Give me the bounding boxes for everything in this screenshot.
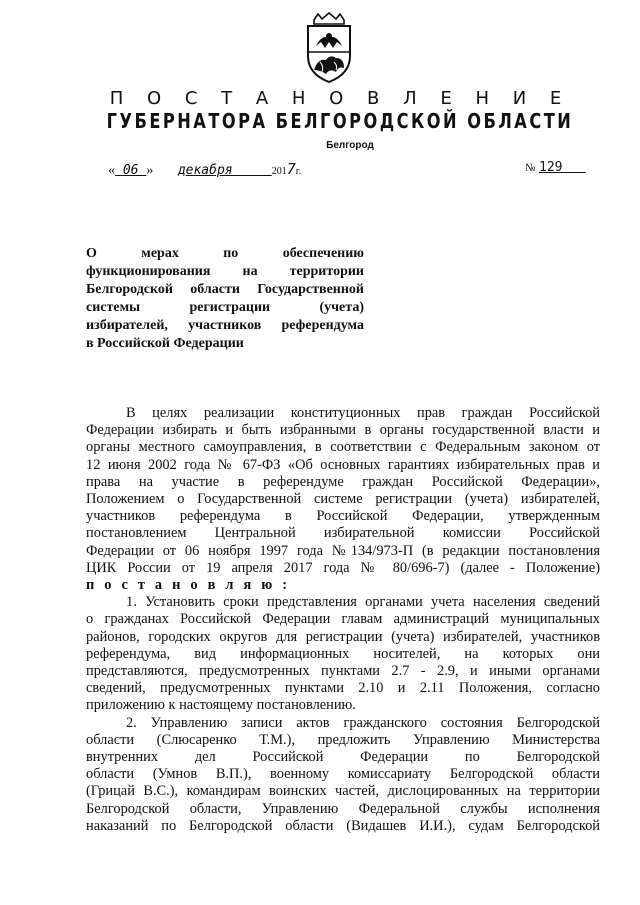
body-line: 2. Управлению записи актов гражданского состояния Белгородской	[126, 714, 600, 731]
date-year-prefix: 201	[271, 166, 287, 177]
body-line: Белгородской области, Управлению Федеральной службы исполнения	[86, 800, 600, 817]
body-line: (Грицай В.С.), командирам воинских частей, дислоцированных на территории	[86, 783, 600, 800]
body-line: референдума, вид информационных носителей, на которых они	[86, 645, 600, 662]
body-line: области (Умнов В.П.), военному комиссариату Белгородской области	[86, 766, 600, 783]
document-body	[86, 405, 600, 835]
body-line: органы местного самоуправления, в соответствии с Федеральным законом от	[86, 439, 600, 456]
body-line: ЦИК России от 19 апреля 2017 года № 80/696-7) (далее - Положение)	[86, 559, 600, 576]
date-month: декабря	[177, 163, 233, 178]
body-line: 1. Установить сроки представления органами учета населения сведений	[126, 594, 600, 611]
body-line: наказаний по Белгородской области (Видашев И.И.), судам Белгородской	[86, 817, 600, 834]
date-day: 06	[122, 163, 139, 178]
number-value: 129	[539, 160, 563, 175]
body-line: Федерации от 06 ноября 1997 года №134/973-П (в редакции постановления	[86, 542, 600, 559]
resolution-word: п о с т а н о в л я ю :	[86, 577, 291, 594]
subject-line: системы регистрации (учета)	[86, 300, 364, 315]
body-line: Федерации избирать и быть избранными в органы государственной власти и	[86, 422, 600, 439]
subject-line: Белгородской области Государственной	[86, 282, 364, 297]
document-number	[525, 160, 586, 176]
coat-of-arms-icon	[300, 12, 358, 84]
body-line: внутренних дел Российской Федерации по Белгородской	[86, 749, 600, 766]
date-open-quote: «	[108, 163, 115, 178]
body-line: В целях реализации конституционных прав граждан Российской	[126, 405, 600, 421]
body-line: представляются, предусмотренных пунктами 2.7 - 2.9, и иными органами	[86, 663, 600, 680]
date-close-quote: »	[146, 163, 154, 178]
body-line: приложению к настоящему постановлению.	[86, 697, 356, 714]
body-line: районов, городских округов для регистрации (учета) избирателей, участников	[86, 628, 600, 645]
issuing-authority: ГУБЕРНАТОРА БЕЛГОРОДСКОЙ ОБЛАСТИ	[106, 109, 574, 134]
date-year-suffix: 7	[286, 160, 296, 178]
body-line: 12 июня 2002 года № 67-ФЗ «Об основных гарантиях избирательных прав и	[86, 456, 600, 473]
body-line: постановлением Центральной избирательной комиссии Российской	[86, 525, 600, 542]
body-line: права на участие в референдуме граждан Российской Федерации»,	[86, 473, 600, 490]
body-line: участников референдума в Российской Федерации, утвержденным	[86, 508, 600, 525]
subject-line: в Российской Федерации	[86, 336, 244, 351]
body-line: области (Слюсаренко Т.М.), предложить Управлению Министерства	[86, 731, 600, 748]
subject-line: избирателей, участников референдума	[86, 318, 364, 333]
document-type-title: П О С Т А Н О В Л Е Н И Е	[109, 88, 571, 109]
body-line: о гражданах Российской Федерации главам администраций муниципальных	[86, 611, 600, 628]
body-line: сведений, предусмотренных пунктами 2.10 и 2.11 Положения, согласно	[86, 680, 600, 697]
body-line: Положением о Государственной системе регистрации (учета) избирателей,	[86, 491, 600, 508]
document-subject	[86, 245, 364, 353]
issue-city: Белгород	[326, 140, 374, 151]
subject-line: О мерах по обеспечению	[86, 246, 364, 261]
document-date	[108, 160, 301, 179]
subject-line: функционирования на территории	[86, 264, 364, 279]
date-year-tail: г.	[295, 166, 302, 177]
number-label: №	[525, 162, 536, 174]
